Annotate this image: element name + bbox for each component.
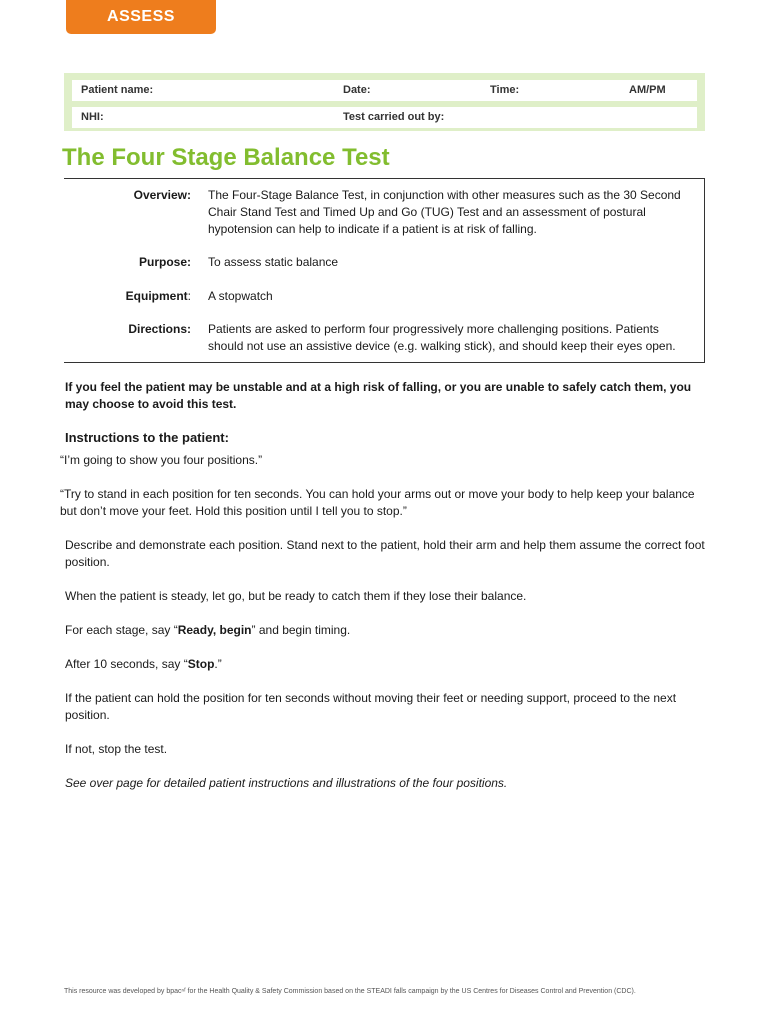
see-over-page-note: See over page for detailed patient instructions and illustrations of the four positions. bbox=[65, 776, 508, 790]
assess-tab: ASSESS bbox=[66, 0, 216, 34]
date-label: Date: bbox=[343, 84, 371, 96]
risk-warning: If you feel the patient may be unstable and at a high risk of falling, or you are unable to safely catch them, you may choose to avoid this test. bbox=[65, 380, 692, 411]
instructions-heading: Instructions to the patient: bbox=[65, 430, 229, 445]
purpose-text: To assess static balance bbox=[208, 255, 339, 269]
nhi-label: NHI: bbox=[81, 111, 104, 123]
ready-begin-bold: Ready, begin bbox=[177, 623, 252, 637]
instruction-quote-1: “I’m going to show you four positions.” bbox=[60, 453, 263, 467]
instruction-if-not: If not, stop the test. bbox=[65, 742, 168, 756]
instruction-quote-2: “Try to stand in each position for ten seconds. You can hold your arms out or move your body to help keep your balance but don’t move your feet. Hold this position until I tell you to stop.” bbox=[60, 487, 695, 518]
instruction-steady: When the patient is steady, let go, but be ready to catch them if they lose their balance. bbox=[65, 589, 527, 603]
directions-label: Directions: bbox=[128, 322, 191, 336]
overview-box bbox=[64, 178, 705, 363]
patient-name-label: Patient name: bbox=[81, 84, 154, 96]
instruction-describe: Describe and demonstrate each position. Stand next to the patient, hold their arm and help them assume the correct foot position. bbox=[65, 538, 705, 569]
equipment-label: Equipment: bbox=[125, 289, 191, 303]
patient-info-row-2 bbox=[72, 107, 697, 128]
directions-text: Patients are asked to perform four progressively more challenging positions. Patients should not use an assistive device (e.g. walking stick), and should keep their eyes open. bbox=[208, 322, 676, 353]
time-label: Time: bbox=[490, 84, 520, 96]
footer-credit: This resource was developed by bpacⁿᶠ for the Health Quality & Safety Commission based on the STEADI falls campaign by the US Centres for Diseases Control and Prevention (CDC). bbox=[64, 988, 636, 995]
equipment-colon: : bbox=[187, 289, 191, 303]
patient-info-form bbox=[64, 73, 705, 131]
instruction-stop: After 10 seconds, say “Stop.” bbox=[65, 657, 222, 671]
overview-label: Overview: bbox=[133, 188, 191, 202]
instruction-proceed: If the patient can hold the position for ten seconds without moving their feet or needing support, proceed to the next position. bbox=[65, 691, 677, 722]
carried-out-by-label: Test carried out by: bbox=[343, 111, 445, 123]
patient-info-row-1 bbox=[72, 80, 697, 101]
ampm-label: AM/PM bbox=[629, 84, 666, 96]
page-title: The Four Stage Balance Test bbox=[62, 144, 390, 171]
instruction-ready-begin: For each stage, say “Ready, begin” and begin timing. bbox=[65, 623, 351, 637]
stop-bold: Stop bbox=[187, 657, 215, 671]
overview-text: The Four-Stage Balance Test, in conjunction with other measures such as the 30 Second Chair Stand Test and Timed Up and Go (TUG) Test and an assessment of postural hypotension can help to indicate if a patient is at risk of falling. bbox=[208, 188, 681, 236]
purpose-label: Purpose: bbox=[138, 255, 191, 269]
equipment-text: A stopwatch bbox=[208, 289, 273, 303]
